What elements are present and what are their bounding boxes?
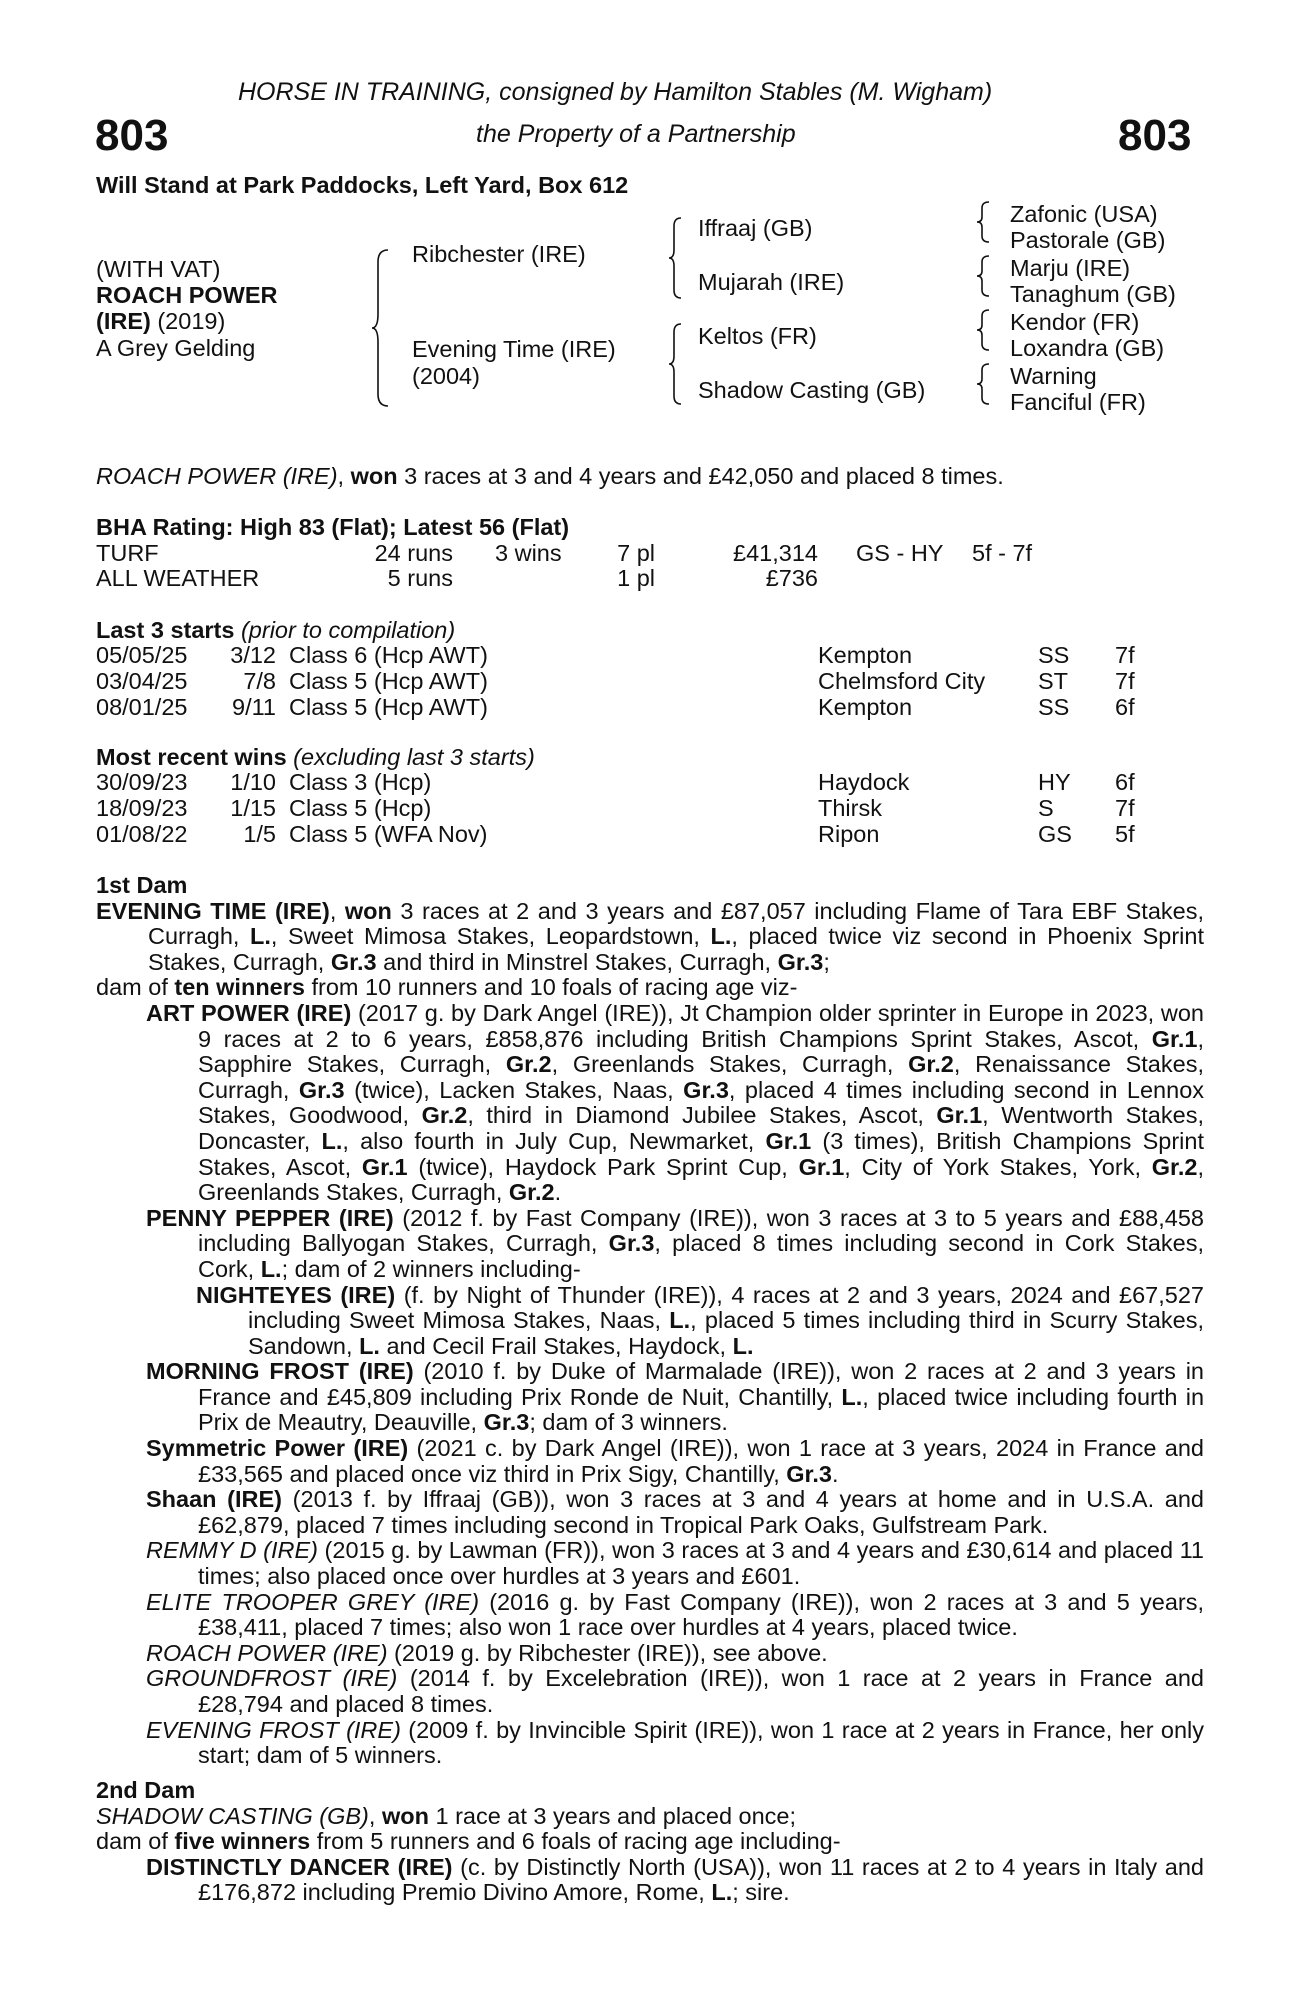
- pedigree-dds: Warning: [1010, 363, 1097, 389]
- progeny-entry: DISTINCTLY DANCER (IRE) (c. by Distinctly North (USA)), won 11 races at 2 to 4 years in Italy and £176,872 including Premio Divino Amore, Rome, L.; sire.: [146, 1853, 1205, 1906]
- progeny-entry: GROUNDFROST (IRE) (2014 f. by Excelebration (IRE)), won 1 race at 2 years in France and £28,794 and placed 8 times.: [146, 1665, 1205, 1717]
- recent-win-date: 18/09/23: [96, 795, 188, 821]
- pedigree-dam-sire: Keltos (FR): [698, 323, 817, 349]
- first-dam-record: EVENING TIME (IRE), won 3 races at 2 and 3 years and £87,057 including Flame of Tara EBF Stakes, Curragh, L., Sweet Mimosa Stakes, Leopardstown, L., placed twice viz second in Phoenix Sprint Stakes, Curragh, Gr.3 and third in Minstrel Stakes, Curragh, Gr.3;: [96, 897, 1204, 975]
- pedigree-dam: Evening Time (IRE): [412, 336, 616, 362]
- progeny-entry: REMMY D (IRE) (2015 g. by Lawman (FR)), won 3 races at 3 and 4 years and £30,614 and placed 11 times; also placed once over hurdles at 3 years and £601.: [146, 1537, 1204, 1590]
- recent-win-course: Ripon: [818, 821, 880, 847]
- first-dam-section: [96, 873, 1204, 1769]
- recent-win-class: Class 5 (Hcp): [289, 795, 432, 821]
- last-start-class: Class 5 (Hcp AWT): [289, 668, 488, 694]
- recent-wins-heading: Most recent wins (excluding last 3 starts): [96, 744, 535, 770]
- recent-win-distance: 6f: [1115, 769, 1135, 795]
- last-start-course: Chelmsford City: [818, 668, 986, 694]
- pedigree-sdd: Tanaghum (GB): [1010, 281, 1176, 307]
- recent-win-going: HY: [1038, 769, 1071, 795]
- recent-win-class: Class 3 (Hcp): [289, 769, 432, 795]
- last-start-distance: 7f: [1115, 642, 1135, 668]
- recent-win-date: 30/09/23: [96, 769, 188, 795]
- pedigree-brace-sd: [976, 254, 992, 298]
- consignor-line: HORSE IN TRAINING, consigned by Hamilton Stables (M. Wigham): [238, 78, 993, 106]
- last-start-date: 05/05/25: [96, 642, 188, 668]
- progeny-entry: ELITE TROOPER GREY (IRE) (2016 g. by Fast Company (IRE)), won 2 races at 3 and 5 years, £38,411, placed 7 times; also won 1 race over hurdles at 4 years, placed twice.: [146, 1588, 1204, 1641]
- pedigree-brace-main: [370, 248, 392, 408]
- recent-win-position: 1/15: [230, 795, 276, 821]
- recent-win-distance: 5f: [1115, 821, 1135, 847]
- vat-note: (WITH VAT): [96, 256, 221, 282]
- rating-runs: 5 runs: [387, 565, 453, 591]
- bha-rating: BHA Rating: High 83 (Flat); Latest 56 (Flat): [96, 514, 570, 540]
- recent-win-going: GS: [1038, 821, 1072, 847]
- last-start-course: Kempton: [818, 694, 913, 720]
- rating-wins: 3 wins: [495, 540, 562, 566]
- last-starts-heading: Last 3 starts (prior to compilation): [96, 617, 456, 643]
- rating-prize: £41,314: [733, 540, 818, 566]
- rating-going: GS - HY: [856, 540, 944, 566]
- last-start-distance: 7f: [1115, 668, 1135, 694]
- rating-runs: 24 runs: [374, 540, 453, 566]
- progeny-entry: EVENING FROST (IRE) (2009 f. by Invincible Spirit (IRE)), won 1 race at 2 years in France, her only start; dam of 5 winners.: [146, 1716, 1204, 1769]
- rating-surface: TURF: [96, 540, 159, 566]
- last-start-distance: 6f: [1115, 694, 1135, 720]
- rating-surface: ALL WEATHER: [96, 565, 260, 591]
- pedigree-sire: Ribchester (IRE): [412, 241, 586, 267]
- pedigree-dss: Kendor (FR): [1010, 309, 1140, 335]
- recent-win-position: 1/10: [230, 769, 276, 795]
- last-start-course: Kempton: [818, 642, 913, 668]
- pedigree-dam-dam: Shadow Casting (GB): [698, 377, 926, 403]
- race-summary: ROACH POWER (IRE), won 3 races at 3 and 4 years and £42,050 and placed 8 times.: [96, 463, 1004, 489]
- recent-win-date: 01/08/22: [96, 821, 188, 847]
- rating-placed: 7 pl: [617, 540, 655, 566]
- pedigree-sire-sire: Iffraaj (GB): [698, 215, 813, 241]
- horse-suffix-year: (IRE) (2019): [96, 308, 226, 334]
- rating-prize: £736: [765, 565, 818, 591]
- progeny-entry: NIGHTEYES (IRE) (f. by Night of Thunder (IRE)), 4 races at 2 and 3 years, 2024 and £67,527 including Sweet Mimosa Stakes, Naas, L., placed 5 times including third in Scurry Stakes, Sandown, L. and Cecil Frail Stakes, Haydock, L.: [196, 1281, 1204, 1359]
- horse-name: ROACH POWER: [96, 282, 278, 308]
- recent-win-going: S: [1038, 795, 1054, 821]
- last-start-going: SS: [1038, 694, 1070, 720]
- recent-win-course: Haydock: [818, 769, 910, 795]
- progeny-entry: ROACH POWER (IRE) (2019 g. by Ribchester (IRE)), see above.: [146, 1639, 828, 1666]
- first-dam-progeny: [96, 1001, 1204, 1769]
- progeny-entry: Symmetric Power (IRE) (2021 c. by Dark Angel (IRE)), won 1 race at 3 years, 2024 in France and £33,565 and placed once viz third in Prix Sigy, Chantilly, Gr.3.: [146, 1435, 1204, 1487]
- second-dam-record: SHADOW CASTING (GB), won 1 race at 3 years and placed once;: [96, 1802, 797, 1829]
- pedigree-sds: Marju (IRE): [1010, 255, 1131, 281]
- recent-win-class: Class 5 (WFA Nov): [289, 821, 488, 847]
- second-dam-produce-summary: dam of five winners from 5 runners and 6 foals of racing age including-: [96, 1828, 841, 1855]
- last-start-position: 7/8: [243, 668, 276, 694]
- pedigree-dam-year: (2004): [412, 363, 480, 389]
- progeny-entry: ART POWER (IRE) (2017 g. by Dark Angel (IRE)), Jt Champion older sprinter in Europe in 2023, won 9 races at 2 to 6 years, £858,876 including British Champions Sprint Stakes, Ascot, Gr.1, Sapphire Stakes, Curragh, Gr.2, Greenlands Stakes, Curragh, Gr.2, Renaissance Stakes, Curragh, Gr.3 (twice), Lacken Stakes, Naas, Gr.3, placed 4 times including second in Lennox Stakes, Goodwood, Gr.2, third in Diamond Jubilee Stakes, Ascot, Gr.1, Wentworth Stakes, Doncaster, L., also fourth in July Cup, Newmarket, Gr.1 (3 times), British Champions Sprint Stakes, Ascot, Gr.1 (twice), Haydock Park Sprint Cup, Gr.1, City of York Stakes, York, Gr.2, Greenlands Stakes, Curragh, Gr.2.: [146, 999, 1205, 1206]
- last-start-class: Class 5 (Hcp AWT): [289, 694, 488, 720]
- pedigree-brace-ss: [976, 200, 992, 244]
- last-start-position: 9/11: [232, 694, 276, 720]
- last-start-position: 3/12: [230, 642, 276, 668]
- pedigree-brace-dd: [976, 362, 992, 406]
- progeny-entry: Shaan (IRE) (2013 f. by Iffraaj (GB)), won 3 races at 3 and 4 years at home and in U.S.A. and £62,879, placed 7 times including second in Tropical Park Oaks, Gulfstream Park.: [146, 1486, 1204, 1538]
- property-line: the Property of a Partnership: [476, 120, 796, 148]
- first-dam-heading: 1st Dam: [96, 872, 188, 898]
- progeny-entry: PENNY PEPPER (IRE) (2012 f. by Fast Company (IRE)), won 3 races at 3 to 5 years and £88,458 including Ballyogan Stakes, Curragh, Gr.3, placed 8 times including second in Cork Stakes, Cork, L.; dam of 2 winners including-: [146, 1204, 1204, 1282]
- progeny-entry: MORNING FROST (IRE) (2010 f. by Duke of Marmalade (IRE)), won 2 races at 2 and 3 years in France and £45,809 including Prix Ronde de Nuit, Chantilly, L., placed twice including fourth in Prix de Meautry, Deauville, Gr.3; dam of 3 winners.: [146, 1358, 1205, 1436]
- pedigree-ssd: Pastorale (GB): [1010, 227, 1166, 253]
- horse-description: A Grey Gelding: [96, 335, 256, 361]
- rating-placed: 1 pl: [617, 565, 655, 591]
- recent-win-course: Thirsk: [818, 795, 882, 821]
- pedigree-dsd: Loxandra (GB): [1010, 335, 1165, 361]
- pedigree-sire-dam: Mujarah (IRE): [698, 269, 845, 295]
- first-dam-produce-summary: dam of ten winners from 10 runners and 10 foals of racing age viz-: [96, 974, 798, 1001]
- pedigree-brace-ds: [976, 308, 992, 352]
- last-start-going: SS: [1038, 642, 1070, 668]
- pedigree-brace-sire: [668, 216, 684, 300]
- last-start-class: Class 6 (Hcp AWT): [289, 642, 488, 668]
- last-start-date: 03/04/25: [96, 668, 188, 694]
- pedigree-ddd: Fanciful (FR): [1010, 389, 1146, 415]
- last-start-date: 08/01/25: [96, 694, 188, 720]
- recent-win-distance: 7f: [1115, 795, 1135, 821]
- second-dam-heading: 2nd Dam: [96, 1777, 196, 1803]
- second-dam-progeny: [96, 1855, 1204, 1906]
- rating-distance: 5f - 7f: [972, 540, 1033, 566]
- recent-win-position: 1/5: [243, 821, 276, 847]
- pedigree-brace-dam: [668, 322, 684, 406]
- lot-number-right: 803: [1118, 111, 1192, 160]
- pedigree-sss: Zafonic (USA): [1010, 201, 1158, 227]
- lot-number-left: 803: [95, 111, 169, 160]
- last-start-going: ST: [1038, 668, 1069, 694]
- stable-location: Will Stand at Park Paddocks, Left Yard, Box 612: [96, 172, 629, 198]
- second-dam-section: [96, 1778, 1204, 1906]
